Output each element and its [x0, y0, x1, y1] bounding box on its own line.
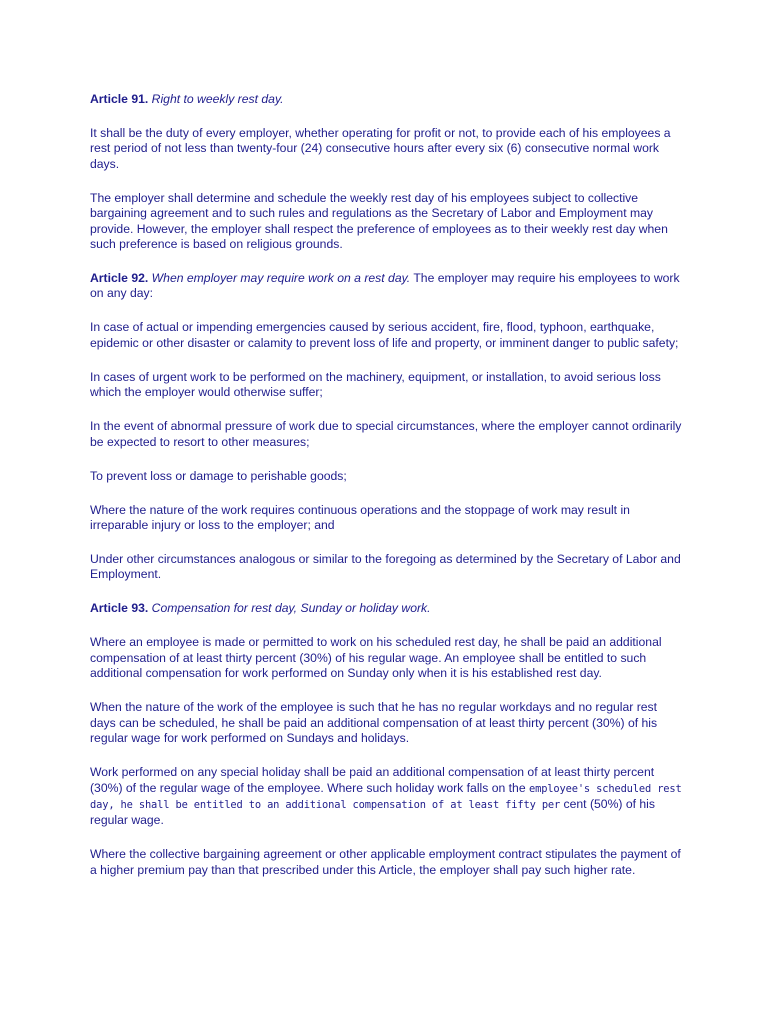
article-91-heading	[90, 92, 682, 107]
article-93-paragraph-1: Where an employee is made or permitted to work on his scheduled rest day, he shall be paid an additional compensation of at least thirty percent (30%) of his regular wage. An employee shall be entitled to such additional compensation for work performed on Sunday only when it is his established rest day.	[90, 635, 662, 681]
article-92-paragraph-6: Under other circumstances analogous or similar to the foregoing as determined by the Secretary of Labor and Employment.	[90, 552, 681, 582]
article-92-paragraph-2: In cases of urgent work to be performed on the machinery, equipment, or installation, to avoid serious loss which the employer would otherwise suffer;	[90, 369, 661, 400]
article-93-paragraph-3-part-2: employee's scheduled rest day, he shall be entitled to an additional compensation of at least fifty per	[90, 782, 682, 811]
article-93-paragraph-3-part-3: cent (50%) of his regular wage.	[90, 796, 655, 828]
article-92-title: When employer may require work on a rest day.	[151, 271, 411, 286]
article-93-paragraph-3	[90, 765, 682, 829]
article-93-title: Compensation for rest day, Sunday or holiday work.	[151, 601, 431, 616]
article-92-intro: The employer may require his employees to work on any day:	[90, 271, 680, 301]
article-92-heading	[90, 271, 682, 302]
article-93-heading	[90, 601, 682, 616]
article-91-paragraph-2: The employer shall determine and schedule the weekly rest day of his employees subject to collective bargaining agreement and to such rules and regulations as the Secretary of Labor and Employment may provide. However, the employer shall respect the preference of employees as to their weekly rest day when such preference is based on religious grounds.	[90, 190, 668, 252]
article-91-label: Article 91.	[90, 92, 149, 106]
article-92-paragraph-4: To prevent loss or damage to perishable goods;	[90, 468, 347, 483]
article-92-paragraph-5: Where the nature of the work requires continuous operations and the stoppage of work may result in irreparable injury or loss to the employer; and	[90, 502, 630, 533]
article-92-paragraph-1: In case of actual or impending emergencies caused by serious accident, fire, flood, typhoon, earthquake, epidemic or other disaster or calamity to prevent loss of life and property, or imminent danger to public safety;	[90, 320, 679, 350]
article-92-label: Article 92.	[90, 271, 149, 286]
article-93-closing: Where the collective bargaining agreement or other applicable employment contract stipulates the payment of a higher premium pay than that prescribed under this Article, the employer shall pay such higher rate.	[90, 847, 681, 877]
document-page	[90, 92, 682, 897]
article-91-paragraph-1: It shall be the duty of every employer, whether operating for profit or not, to provide each of his employees a rest period of not less than twenty-four (24) consecutive hours after every six (6) consecutive normal work days.	[90, 126, 671, 171]
article-93-paragraph-2: When the nature of the work of the employee is such that he has no regular workdays and no regular rest days can be scheduled, he shall be paid an additional compensation of at least thirty percent (30%) of his regular wage for work performed on Sundays and holidays.	[90, 700, 658, 746]
article-93-paragraph-3-part-1: Work performed on any special holiday shall be paid an additional compensation of at least thirty percent (30%) of the regular wage of the employee. Where such holiday work falls on the	[90, 765, 655, 795]
article-92-paragraph-3: In the event of abnormal pressure of work due to special circumstances, where the employer cannot ordinarily be expected to resort to other measures;	[90, 419, 682, 449]
article-93-label: Article 93.	[90, 601, 149, 616]
article-91-title: Right to weekly rest day.	[151, 92, 284, 106]
